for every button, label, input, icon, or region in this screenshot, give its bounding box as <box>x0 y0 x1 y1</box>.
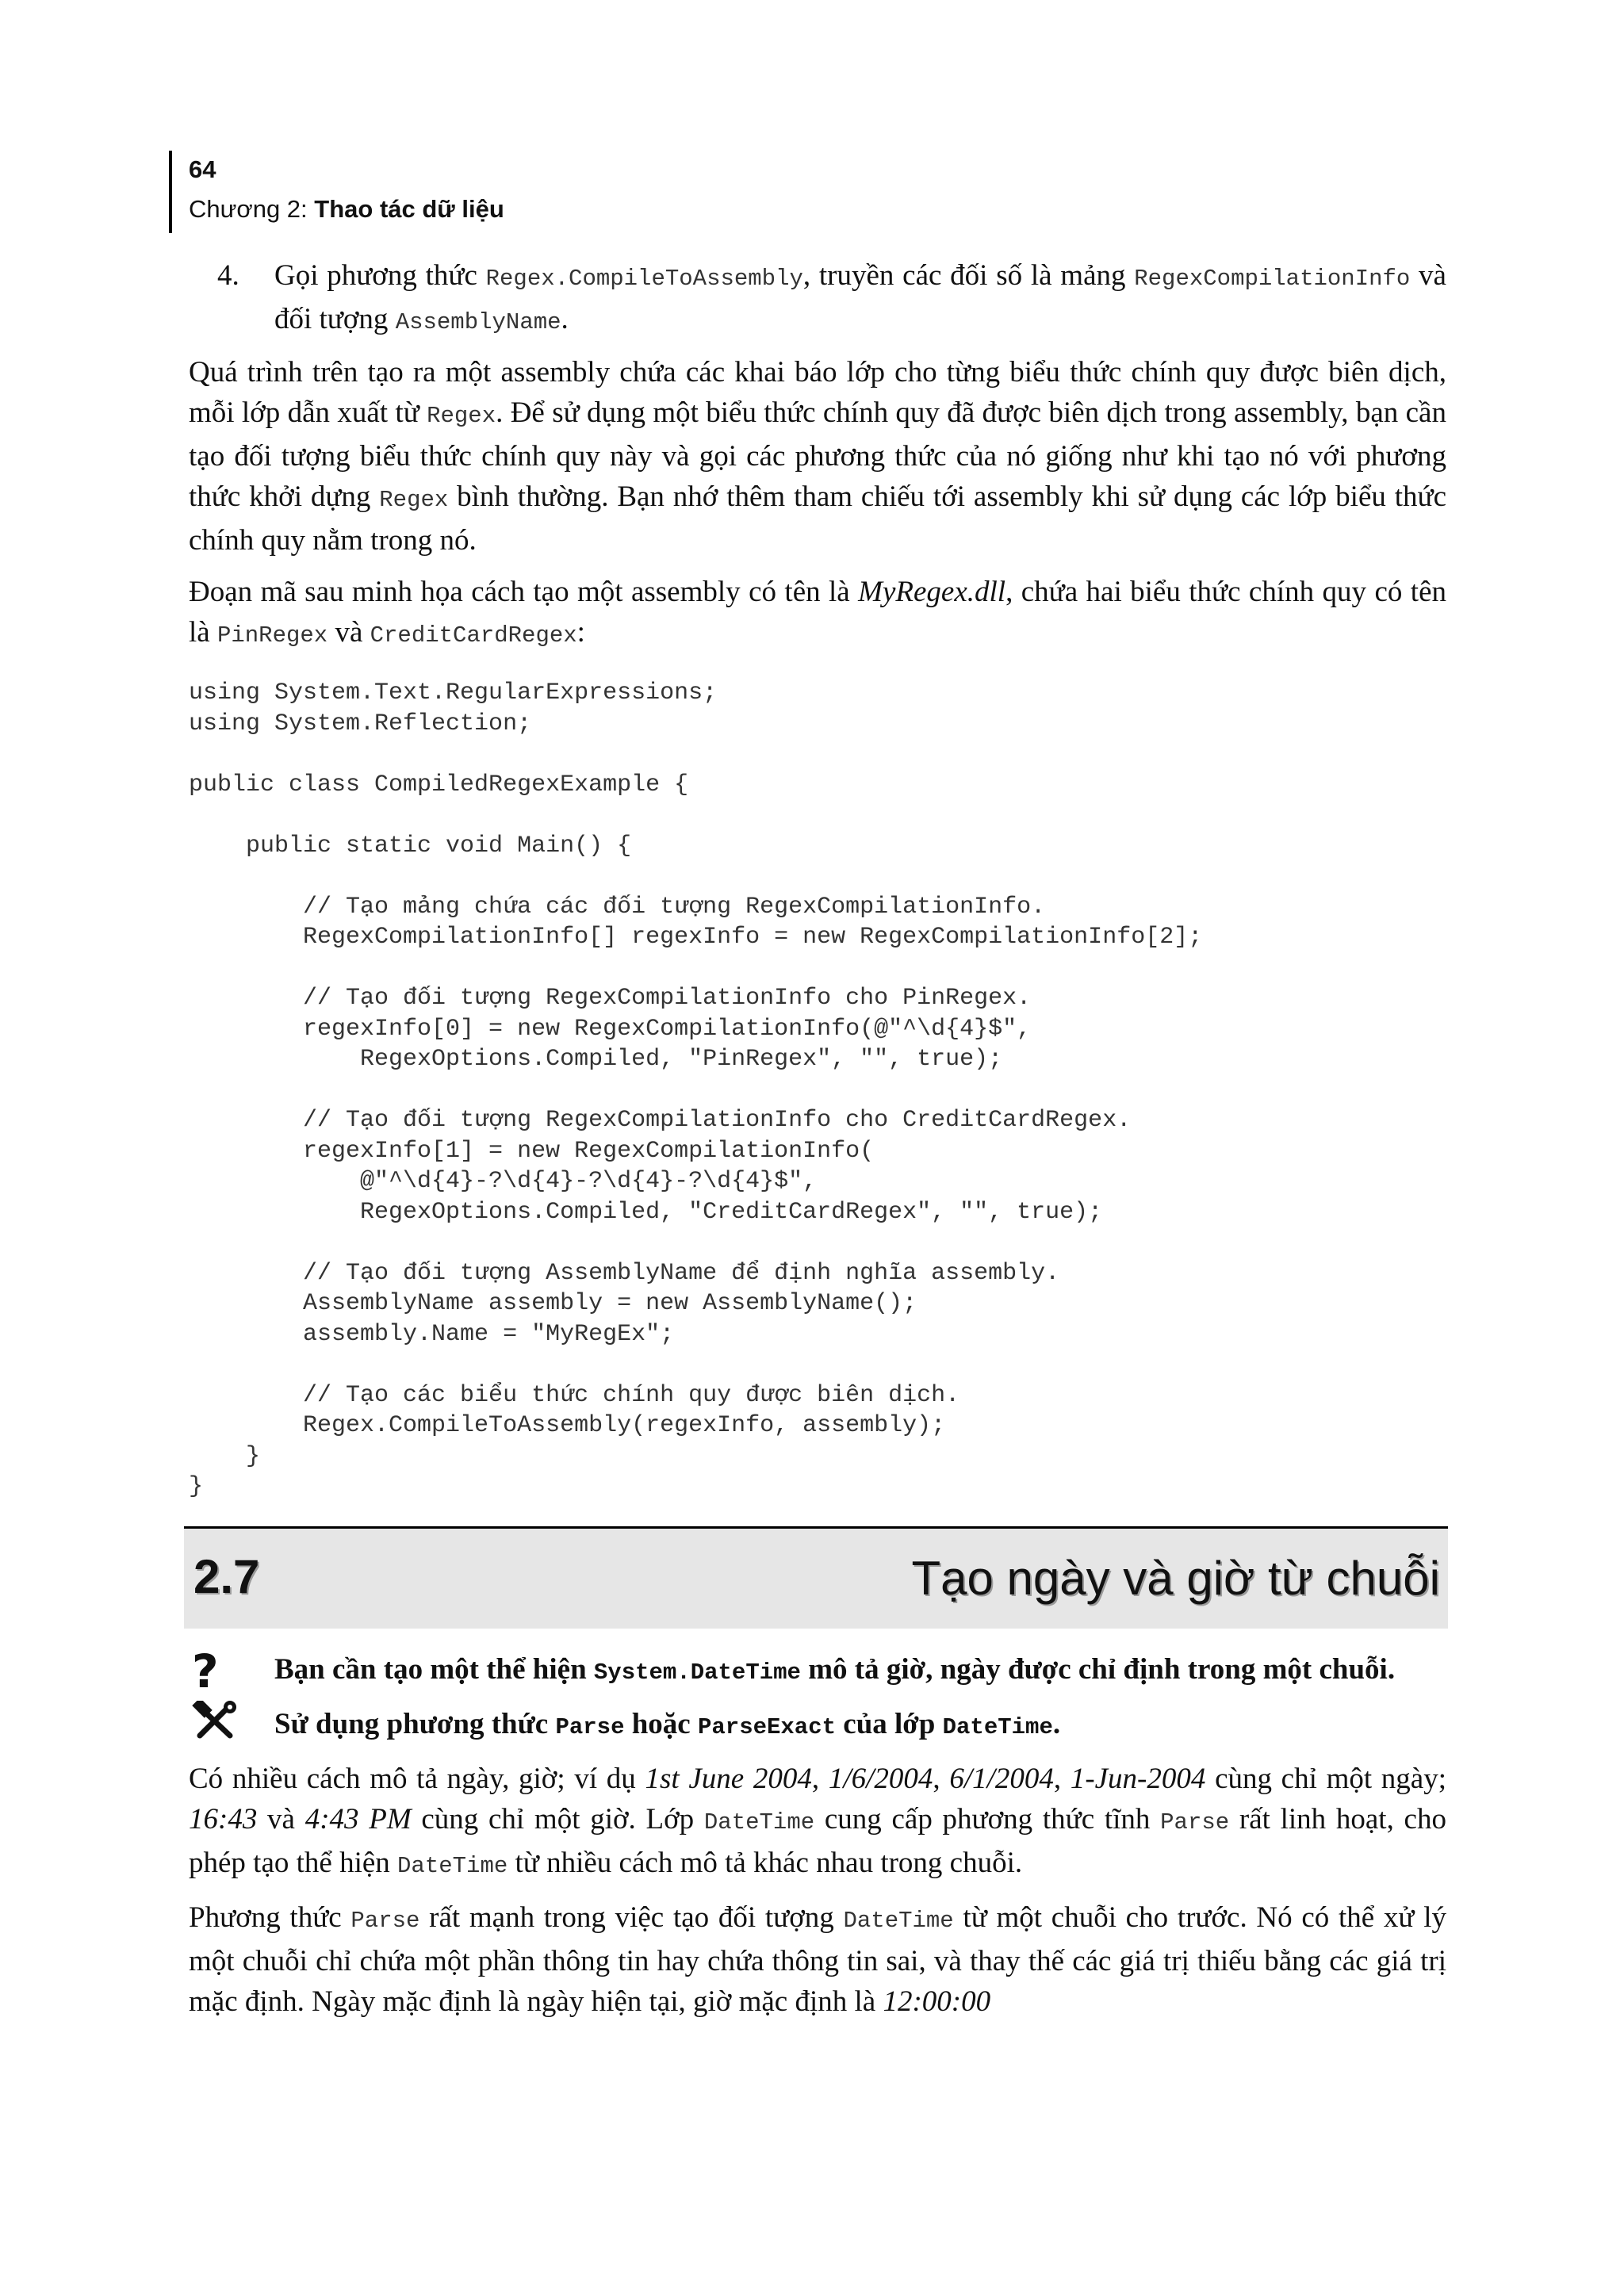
text-run: , truyền các đối số là mảng <box>802 259 1135 292</box>
text-run: từ một chuỗi cho trước. Nó có thể xử lý một chuỗi chỉ chứa một phần thông tin hay chứa thông tin sai, và thay thế các giá trị thiếu bằng các giá trị mặc định. Ngày mặc định là ngày hiện tại, giờ mặc định là <box>189 1901 1446 2018</box>
paragraph-4 <box>189 1897 1446 2022</box>
section-header <box>184 1526 1448 1629</box>
text-run: rất linh hoạt, cho phép tạo thể hiện <box>189 1803 1446 1879</box>
step-4 <box>189 255 1446 343</box>
code-inline: System.DateTime <box>593 1659 801 1686</box>
code-inline: DateTime <box>843 1908 954 1934</box>
text-run: . Để sử dụng một biểu thức chính quy đã được biên dịch trong assembly, bạn cần tạo đối tượng biểu thức chính quy này và gọi các phương thức của nó giống như khi tạo nó với phương thức khởi dựng <box>189 396 1446 513</box>
code-inline: Regex <box>379 487 449 513</box>
italic-run: 16:43 <box>189 1803 258 1836</box>
text-run: cùng chỉ một giờ. Lớp <box>411 1803 704 1836</box>
solution-statement <box>189 1704 1446 1748</box>
text-run: rất mạnh trong việc tạo đối tượng <box>419 1901 844 1934</box>
header-rule <box>169 151 172 233</box>
text-run: Sử dụng phương thức <box>274 1708 556 1740</box>
page-number: 64 <box>189 155 216 183</box>
text-run: , chứa hai biểu thức chính quy có tên là <box>189 576 1446 649</box>
code-inline: DateTime <box>397 1853 508 1879</box>
text-run: hoặc <box>624 1708 698 1740</box>
code-inline: RegexCompilationInfo <box>1134 266 1411 292</box>
text-run: , <box>811 1763 829 1795</box>
text-run: , <box>933 1763 950 1795</box>
code-inline: DateTime <box>703 1809 815 1836</box>
code-inline: Regex.CompileToAssembly <box>485 266 803 292</box>
code-inline: AssemblyName <box>395 309 561 335</box>
code-inline: Parse <box>1160 1809 1230 1836</box>
text-run: của lớp <box>836 1708 943 1740</box>
code-inline: CreditCardRegex <box>370 622 577 649</box>
text-run: Gọi phương thức <box>274 259 486 292</box>
section-number: 2.7 <box>193 1550 260 1603</box>
italic-run: 6/1/2004 <box>949 1763 1054 1795</box>
text-run: từ nhiều cách mô tả khác nhau trong chuỗi. <box>508 1847 1023 1879</box>
tools-icon-graphic <box>192 1701 238 1742</box>
problem-statement <box>189 1644 1446 1698</box>
code-inline: PinRegex <box>216 622 328 649</box>
text-run: và đối tượng <box>274 259 1446 335</box>
italic-run: 1-Jun-2004 <box>1070 1763 1206 1795</box>
chapter-title: Thao tác dữ liệu <box>314 195 504 223</box>
text-run: . <box>561 303 569 335</box>
text-run: cung cấp phương thức tĩnh <box>814 1803 1161 1836</box>
code-inline: Parse <box>555 1714 625 1740</box>
italic-run: 1/6/2004 <box>828 1763 933 1795</box>
step-text <box>274 255 1446 343</box>
code-listing: using System.Text.RegularExpressions; using System.Reflection; public class CompiledRegexExample { public static void Main() { // Tạo mảng chứa các đối tượng RegexCompilationInfo. RegexCompilationInfo[] regexInfo = new RegexCompilationInfo[2]; // Tạo đối tượng RegexCompilationInfo cho PinRegex. regexInfo[0] = new RegexCompilationInfo(@"^\d{4}$", RegexOptions.Compiled, "PinRegex", "", true); // Tạo đối tượng RegexCompilationInfo cho CreditCardRegex. regexInfo[1] = new RegexCompilationInfo( @"^\d{4}-?\d{4}-?\d{4}-?\d{4}$", RegexOptions.Compiled, "CreditCardRegex", "", true); // Tạo đối tượng AssemblyName để định nghĩa assembly. AssemblyName assembly = new AssemblyName(); assembly.Name = "MyRegEx"; // Tạo các biểu thức chính quy được biên dịch. Regex.CompileToAssembly(regexInfo, assembly); } } <box>189 679 1203 1500</box>
body-bottom <box>189 1644 1447 2033</box>
paragraph-3 <box>189 1759 1446 1886</box>
question-mark-icon: ? <box>192 1644 219 1698</box>
code-inline: ParseExact <box>697 1714 837 1740</box>
paragraph-2 <box>189 572 1446 656</box>
text-run: . <box>1052 1708 1061 1740</box>
text-run: bình thường. Bạn nhớ thêm tham chiếu tới assembly khi sử dụng các lớp biểu thức chính quy nằm trong nó. <box>189 480 1446 557</box>
chapter-prefix: Chương 2: <box>189 195 315 223</box>
step-number: 4. <box>217 259 239 292</box>
text-run: và <box>257 1803 305 1836</box>
italic-run: MyRegex.dll <box>858 576 1006 608</box>
code-inline: Parse <box>350 1908 420 1934</box>
code-inline: DateTime <box>942 1714 1053 1740</box>
text-run: Có nhiều cách mô tả ngày, giờ; ví dụ <box>189 1763 645 1795</box>
section-title: Tạo ngày và giờ từ chuỗi <box>911 1552 1440 1605</box>
text-run: , <box>1053 1763 1071 1795</box>
text-run: mô tả giờ, ngày được chỉ định trong một chuỗi. <box>800 1653 1396 1686</box>
text-run: cùng chỉ một ngày; <box>1205 1763 1447 1795</box>
chapter-heading <box>189 195 504 224</box>
text-run: và <box>327 616 370 649</box>
text-run: Quá trình trên tạo ra một assembly chứa các khai báo lớp cho từng biểu thức chính quy được biên dịch, mỗi lớp dẫn xuất từ <box>189 356 1446 429</box>
italic-run: 4:43 PM <box>304 1803 412 1836</box>
text-run: : <box>576 616 585 649</box>
italic-run: 12:00:00 <box>883 1985 991 2018</box>
code-inline: Regex <box>427 403 496 429</box>
text-run: Phương thức <box>189 1901 351 1934</box>
paragraph-1 <box>189 352 1446 561</box>
body-top <box>189 255 1446 1503</box>
italic-run: 1st June 2004 <box>645 1763 812 1795</box>
text-run: Đoạn mã sau minh họa cách tạo một assembly có tên là <box>189 576 859 608</box>
text-run: Bạn cần tạo một thể hiện <box>274 1653 594 1686</box>
tools-icon <box>192 1701 243 1751</box>
